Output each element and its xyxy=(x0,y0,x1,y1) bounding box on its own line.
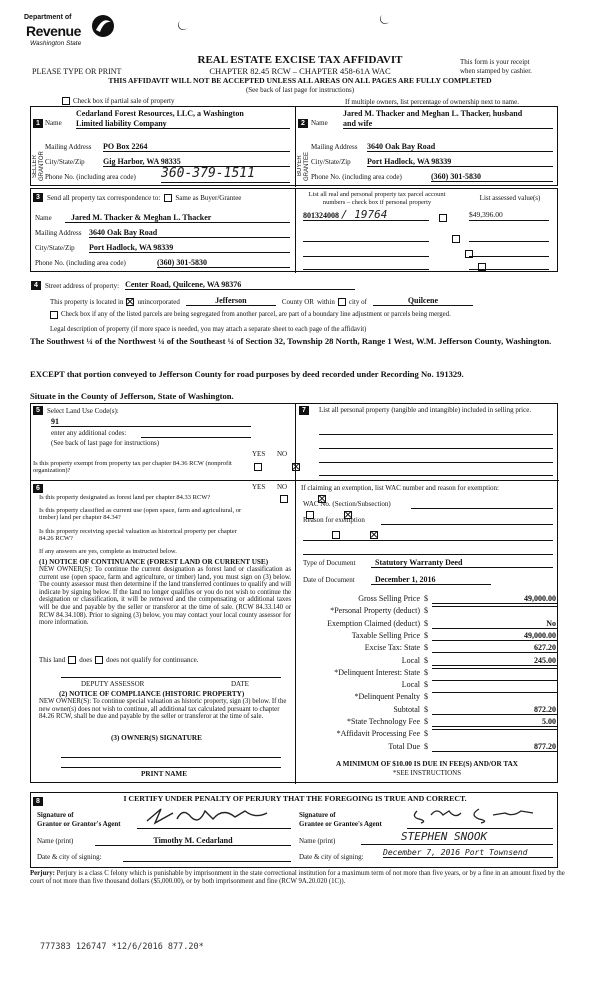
form-warning: THIS AFFIDAVIT WILL NOT BE ACCEPTED UNLESS ALL AREAS ON ALL PAGES ARE FULLY COMPLETED xyxy=(108,76,492,85)
doc-type-label: Type of Document xyxy=(303,559,356,567)
fee-label: Local xyxy=(401,655,420,665)
fee-label: Gross Selling Price xyxy=(358,594,420,603)
section6-yes-label: YES xyxy=(252,483,266,491)
section-4-badge: 4 xyxy=(31,281,41,290)
legal-description-1: The Southwest ¼ of the Northwest ¼ of the Southeast ¼ of Section 32, Township 28 North, Range 1 West, W.M. Jefferson County, Washington. xyxy=(30,336,552,346)
legal-description-2: EXCEPT that portion conveyed to Jefferson County for road purposes by deed recorded under Recording No. 191329. xyxy=(30,369,464,379)
additional-codes-field[interactable] xyxy=(141,429,251,438)
forest-land-question: Is this property designated as forest land per chapter 84.33 RCW? xyxy=(39,494,211,501)
wac-label: WAC No. (Section/Subsection) xyxy=(303,500,391,508)
assessed-4[interactable] xyxy=(469,261,549,270)
correspondence-label: Send all property tax correspondence to: xyxy=(47,193,161,202)
fee-value[interactable]: 49,000.00 xyxy=(432,594,558,604)
land-use-row xyxy=(33,406,119,415)
same-as-buyer-checkbox[interactable] xyxy=(164,194,172,202)
legal-description-3: Situate in the County of Jefferson, State of Washington. xyxy=(30,391,234,401)
fee-dollar-sign: $ xyxy=(424,741,428,751)
land-use-no-label: NO xyxy=(277,450,288,458)
grantor-sig-label-2: Grantor or Grantor's Agent xyxy=(37,820,121,828)
city-of-label: city of xyxy=(348,298,367,307)
parcel-1-personal-checkbox[interactable] xyxy=(439,214,447,222)
fee-dollar-sign: $ xyxy=(424,606,428,616)
assessed-1[interactable]: $49,396.00 xyxy=(469,211,549,221)
parcels-header-2: numbers – check box if personal property xyxy=(322,199,432,206)
fee-label: *State Technology Fee xyxy=(346,717,420,726)
form-chapter: CHAPTER 82.45 RCW – CHAPTER 458-61A WAC xyxy=(209,66,391,76)
grantor-date[interactable] xyxy=(123,853,291,862)
minimum-note: A MINIMUM OF $10.00 IS DUE IN FEE(S) AND/OR TAX xyxy=(336,760,518,768)
doc-date-label: Date of Document xyxy=(303,576,355,584)
personal-property-label: List all personal property (tangible and intangible) included in selling price. xyxy=(319,406,532,414)
dor-logo xyxy=(6,10,116,54)
fee-value[interactable] xyxy=(432,729,558,730)
buyer-city-label: City/State/Zip xyxy=(311,158,351,166)
segregated-row xyxy=(50,311,451,319)
seller-side-label: SELLER GRANTOR xyxy=(32,151,45,181)
fee-label: Taxable Selling Price xyxy=(351,630,420,640)
seller-phone-label: Phone No. (including area code) xyxy=(45,173,136,181)
assessed-2[interactable] xyxy=(469,233,549,242)
please-type: PLEASE TYPE OR PRINT xyxy=(32,67,122,76)
land-qualify-row xyxy=(39,656,198,664)
corr-name[interactable]: Jared M. Thacker & Meghan L. Thacker xyxy=(65,213,290,223)
if-yes-note: If any answers are yes, complete as instructed below. xyxy=(39,548,177,555)
correspondence-header xyxy=(33,193,241,202)
within-city-checkbox[interactable] xyxy=(338,298,346,306)
land-does-checkbox[interactable] xyxy=(68,656,76,664)
county-field[interactable]: Jefferson xyxy=(186,296,276,306)
fee-value[interactable] xyxy=(432,606,558,607)
fee-value[interactable]: 5.00 xyxy=(432,717,558,727)
parcels-header-1: List all real and personal property tax parcel account xyxy=(308,191,446,198)
continuance-body: NEW OWNER(S): To continue the current designation as forest land or classification as current use (open space, farm and agriculture, or timber) land, you must sign on (3) below. The county assessor must then determine if the land transferred continues to qualify and will indicate by signing below. If the land no longer qualifies or you do not wish to continue the designation or classification, it will be removed and the compensating or additional taxes will be due and payable by the seller or transferor at the time of sale. (RCW 84.33.140 or RCW 84.34.108). Prior to signing (3) below, you may contact your local county assessor for more information. xyxy=(39,566,291,627)
logo-name: Revenue xyxy=(26,23,81,39)
parcel-3-field[interactable] xyxy=(303,248,429,257)
within-label: within xyxy=(316,298,335,307)
certification-section xyxy=(30,792,558,868)
parcel-4-field[interactable] xyxy=(303,261,429,270)
certification-statement: I CERTIFY UNDER PENALTY OF PERJURY THAT THE FOREGOING IS TRUE AND CORRECT. xyxy=(123,794,467,803)
fee-value[interactable] xyxy=(432,692,558,693)
unincorporated-label: unincorporated xyxy=(137,298,180,307)
fee-label: Subtotal xyxy=(393,704,420,714)
fee-value[interactable]: 627.20 xyxy=(432,643,558,653)
parcel-2-field[interactable] xyxy=(303,233,429,242)
grantor-name[interactable]: Timothy M. Cedarland xyxy=(95,836,291,846)
owner-signature-label: (3) OWNER(S) SIGNATURE xyxy=(111,734,202,742)
fee-dollar-sign: $ xyxy=(424,594,428,603)
deputy-assessor-label: DEPUTY ASSESSOR xyxy=(81,680,145,688)
fee-dollar-sign: $ xyxy=(424,643,428,653)
print-name-label: PRINT NAME xyxy=(141,770,187,778)
land-does-not-checkbox[interactable] xyxy=(95,656,103,664)
fee-dollar-sign: $ xyxy=(424,630,428,640)
street-row xyxy=(31,280,355,290)
grantee-signature-scribble-icon xyxy=(409,803,549,825)
personal-property-row xyxy=(299,406,315,415)
see-back: (See back of last page for instructions) xyxy=(245,86,355,94)
grantee-name-label: Name (print) xyxy=(299,837,336,845)
grantee-sig-label-2: Grantee or Grantee's Agent xyxy=(299,820,382,828)
fee-value[interactable]: 49,000.00 xyxy=(432,631,558,641)
historical-question: Is this property receiving special valuation as historical property per chapter 84.26 RCW? xyxy=(39,528,237,543)
grantor-name-label: Name (print) xyxy=(37,837,74,845)
corr-city[interactable]: Port Hadlock, WA 98339 xyxy=(89,243,290,253)
segregated-checkbox[interactable] xyxy=(50,311,58,319)
land-label: This land xyxy=(39,656,66,664)
street-label: Street address of property: xyxy=(45,282,120,291)
section-5-badge: 5 xyxy=(33,406,43,415)
segregated-label: Check box if any of the listed parcels are being segregated from another parcel, are part of a boundary line adjustment or parcels being merged. xyxy=(61,311,451,319)
section-7-badge: 7 xyxy=(299,406,309,415)
buyer-phone[interactable]: (360) 301-5830 xyxy=(431,172,553,182)
cashier-stamp: 777383 126747 *12/6/2016 877.20* xyxy=(40,942,204,952)
owner-signature-line[interactable] xyxy=(61,754,281,758)
land-use-code[interactable]: 91 xyxy=(51,417,251,427)
corr-address-label: Mailing Address xyxy=(35,229,82,237)
parcel-2-personal-checkbox[interactable] xyxy=(452,235,460,243)
form-title: REAL ESTATE EXCISE TAX AFFIDAVIT xyxy=(197,54,403,66)
reason-field-2[interactable] xyxy=(303,532,553,541)
grantor-sig-label-1: Signature of xyxy=(37,811,74,819)
section-8-badge: 8 xyxy=(33,797,43,806)
buyer-name-label: Name xyxy=(311,119,328,127)
fee-label: Total Due xyxy=(388,741,420,751)
buyer-phone-label: Phone No. (including area code) xyxy=(311,173,402,181)
seller-name-line1: Cedarland Forest Resources, LLC, a Washington xyxy=(76,109,244,118)
located-in-row xyxy=(50,296,473,306)
exempt-yes-checkbox[interactable] xyxy=(254,463,262,471)
fee-dollar-sign: $ xyxy=(424,692,428,702)
grantee-sig-label-1: Signature of xyxy=(299,811,336,819)
fee-row xyxy=(300,631,558,642)
fee-row xyxy=(300,656,558,667)
exempt-no-checkbox[interactable] xyxy=(292,463,300,471)
does-not-label: does not qualify for continuance. xyxy=(106,656,199,664)
fee-value[interactable]: 872.20 xyxy=(432,705,558,715)
fee-label: Exemption Claimed (deduct) xyxy=(327,618,420,628)
parcel-1-handwritten: / 19764 xyxy=(341,208,388,221)
land-use-see-back: (See back of last page for instructions) xyxy=(51,439,160,447)
personal-property-line-1[interactable] xyxy=(319,426,553,435)
grantor-date-label: Date & city of signing: xyxy=(37,853,102,861)
reason-label: Reason for exemption xyxy=(303,516,365,524)
buyer-name-line1: Jared M. Thacker and Meghan L. Thacker, husband xyxy=(343,109,523,118)
assessed-3[interactable] xyxy=(469,248,549,257)
fee-row xyxy=(300,668,558,679)
reason-field[interactable] xyxy=(381,516,553,525)
same-as-buyer-label: Same as Buyer/Grantee xyxy=(175,193,242,202)
legal-label: Legal description of property (if more space is needed, you may attach a separate sheet to each page of the affidavit) xyxy=(50,326,367,333)
fee-value[interactable] xyxy=(432,680,558,681)
tax-correspondence-section xyxy=(30,188,558,272)
exemption-label: If claiming an exemption, list WAC number and reason for exemption: xyxy=(301,484,499,492)
assessed-header: List assessed value(s) xyxy=(479,194,541,202)
seller-name-label: Name xyxy=(45,119,62,127)
seller-name-line2[interactable]: Limited liability Company xyxy=(76,119,290,129)
corr-address[interactable]: 3640 Oak Bay Road xyxy=(89,228,290,238)
additional-codes-label: enter any additional codes: xyxy=(51,429,127,437)
fee-dollar-sign: $ xyxy=(424,618,428,628)
grantee-date-label: Date & city of signing: xyxy=(299,853,364,861)
personal-property-line-2[interactable] xyxy=(319,440,553,449)
seller-address[interactable]: PO Box 2264 xyxy=(103,142,290,152)
doc-date-field[interactable]: December 1, 2016 xyxy=(371,575,491,585)
multiple-owners-note: If multiple owners, list percentage of ownership next to name. xyxy=(345,98,519,106)
date-label: DATE xyxy=(231,680,249,688)
continuance-title: (1) NOTICE OF CONTINUANCE (FOREST LAND OR CURRENT USE) xyxy=(39,558,269,566)
forest-yes-checkbox[interactable] xyxy=(280,495,288,503)
fee-label: *Affidavit Processing Fee xyxy=(336,729,420,739)
fee-row xyxy=(300,680,558,691)
wac-field[interactable] xyxy=(411,500,553,509)
partial-sale xyxy=(62,97,174,105)
fee-dollar-sign: $ xyxy=(424,680,428,690)
section-6-badge: 6 xyxy=(33,484,43,493)
corr-name-label: Name xyxy=(35,214,52,222)
fee-row xyxy=(300,705,558,716)
parcel-1-field[interactable] xyxy=(303,209,429,221)
logo-dept: Department of xyxy=(24,14,72,21)
print-name-line[interactable] xyxy=(61,764,281,768)
county-or-label: County OR xyxy=(281,298,314,307)
fee-row xyxy=(300,729,558,740)
fee-row xyxy=(300,692,558,703)
does-label: does xyxy=(79,656,93,664)
section-2-badge: 2 xyxy=(298,119,308,128)
fee-value[interactable] xyxy=(432,668,558,669)
fee-label: Excise Tax: State xyxy=(364,643,420,653)
see-instructions: *SEE INSTRUCTIONS xyxy=(392,769,462,777)
buyer-city[interactable]: Port Hadlock, WA 98339 xyxy=(367,157,553,167)
punch-mark-icon xyxy=(378,14,390,26)
section-1-badge: 1 xyxy=(33,119,43,128)
compliance-title: (2) NOTICE OF COMPLIANCE (HISTORIC PROPERTY) xyxy=(59,690,245,698)
fee-value[interactable]: 877.20 xyxy=(432,742,558,752)
reason-field-3[interactable] xyxy=(303,546,553,555)
personal-property-line-4[interactable] xyxy=(319,467,553,476)
city-field[interactable]: Quilcene xyxy=(373,296,473,306)
section6-no-label: NO xyxy=(277,483,288,491)
seller-phone[interactable]: 360-379-1511 xyxy=(161,167,290,183)
fee-value[interactable]: 245.00 xyxy=(432,656,558,666)
located-in-label: This property is located in xyxy=(50,298,124,307)
corr-phone[interactable]: (360) 301-5830 xyxy=(157,258,290,268)
seller-city[interactable]: Gig Harbor, WA 98335 xyxy=(103,157,290,167)
fee-row xyxy=(300,742,558,753)
section-3-badge: 3 xyxy=(33,193,43,202)
unincorporated-checkbox[interactable] xyxy=(126,298,134,306)
buyer-address-label: Mailing Address xyxy=(311,143,358,151)
partial-sale-checkbox[interactable] xyxy=(62,97,70,105)
doc-type-field[interactable]: Statutory Warranty Deed xyxy=(371,558,553,568)
exempt-question: Is this property exempt from property tax per chapter 84.36 RCW (nonprofit organization)? xyxy=(33,460,232,475)
fee-value[interactable]: No xyxy=(432,619,558,629)
grantee-name[interactable]: STEPHEN SNOOK xyxy=(361,831,553,845)
partial-sale-label: Check box if partial sale of property xyxy=(73,97,175,105)
punch-mark-icon xyxy=(176,20,188,32)
receipt-note-1: This form is your receipt xyxy=(460,58,530,66)
personal-property-line-3[interactable] xyxy=(319,454,553,463)
fee-dollar-sign: $ xyxy=(424,667,428,677)
buyer-side-label: BUYER GRANTEE xyxy=(297,151,310,181)
buyer-address[interactable]: 3640 Oak Bay Road xyxy=(367,142,553,152)
land-use-yes-label: YES xyxy=(252,450,266,458)
fee-label: *Delinquent Penalty xyxy=(354,692,420,702)
compliance-body: NEW OWNER(S): To continue special valuation as historic property, sign (3) below. If the new owner(s) does not wish to continue, all additional tax calculated pursuant to chapter 84.26 RCW, shall be due and payable by the seller or transferor at the time of sale. xyxy=(39,698,287,721)
fee-dollar-sign: $ xyxy=(424,655,428,665)
perjury-text: Perjury is a class C felony which is punishable by imprisonment in the state correctional institution for a maximum term of not more than five years, or by a fine in an amount fixed by the court of not more than five thousand dollars ($5,000.00), or by both imprisonment and fine (RCW 9A.20.020 (1C)). xyxy=(30,870,565,886)
seller-city-label: City/State/Zip xyxy=(45,158,85,166)
perjury-notice xyxy=(30,870,565,887)
buyer-name-line2[interactable]: and wife xyxy=(343,119,553,129)
land-use-label: Select Land Use Code(s): xyxy=(47,406,119,415)
parcel-1-number: 801324008 xyxy=(303,211,339,220)
fee-label: *Personal Property (deduct) xyxy=(330,606,420,616)
corr-phone-label: Phone No. (including area code) xyxy=(35,259,126,267)
fee-label: *Delinquent Interest: State xyxy=(334,667,420,677)
fee-row xyxy=(300,717,558,728)
corr-city-label: City/State/Zip xyxy=(35,244,75,252)
logo-state: Washington State xyxy=(30,40,82,47)
fee-dollar-sign: $ xyxy=(424,729,428,739)
dor-emblem-icon xyxy=(90,12,116,40)
grantee-date[interactable]: December 7, 2016 Port Townsend xyxy=(383,848,553,858)
fee-label: Local xyxy=(401,680,420,690)
seller-address-label: Mailing Address xyxy=(45,143,92,151)
perjury-label: Perjury: xyxy=(30,870,55,877)
fee-dollar-sign: $ xyxy=(424,717,428,726)
deputy-assessor-line[interactable] xyxy=(61,674,281,678)
street-address[interactable]: Center Road, Quilcene, WA 98376 xyxy=(125,280,355,290)
fee-row xyxy=(300,643,558,654)
receipt-note-2: when stamped by cashier. xyxy=(460,67,532,75)
fee-row xyxy=(300,619,558,630)
section-6-header xyxy=(33,484,43,493)
grantor-signature-scribble-icon xyxy=(143,805,283,827)
grantor-signature[interactable] xyxy=(137,809,291,829)
parties-section xyxy=(30,106,558,186)
grantee-signature[interactable] xyxy=(407,809,553,829)
current-use-question: Is this property classified as current use (open space, farm and agricultural, or timber) land per chapter 84.34? xyxy=(39,507,242,522)
fee-dollar-sign: $ xyxy=(424,704,428,714)
fee-row xyxy=(300,606,558,617)
fee-row xyxy=(300,594,558,605)
